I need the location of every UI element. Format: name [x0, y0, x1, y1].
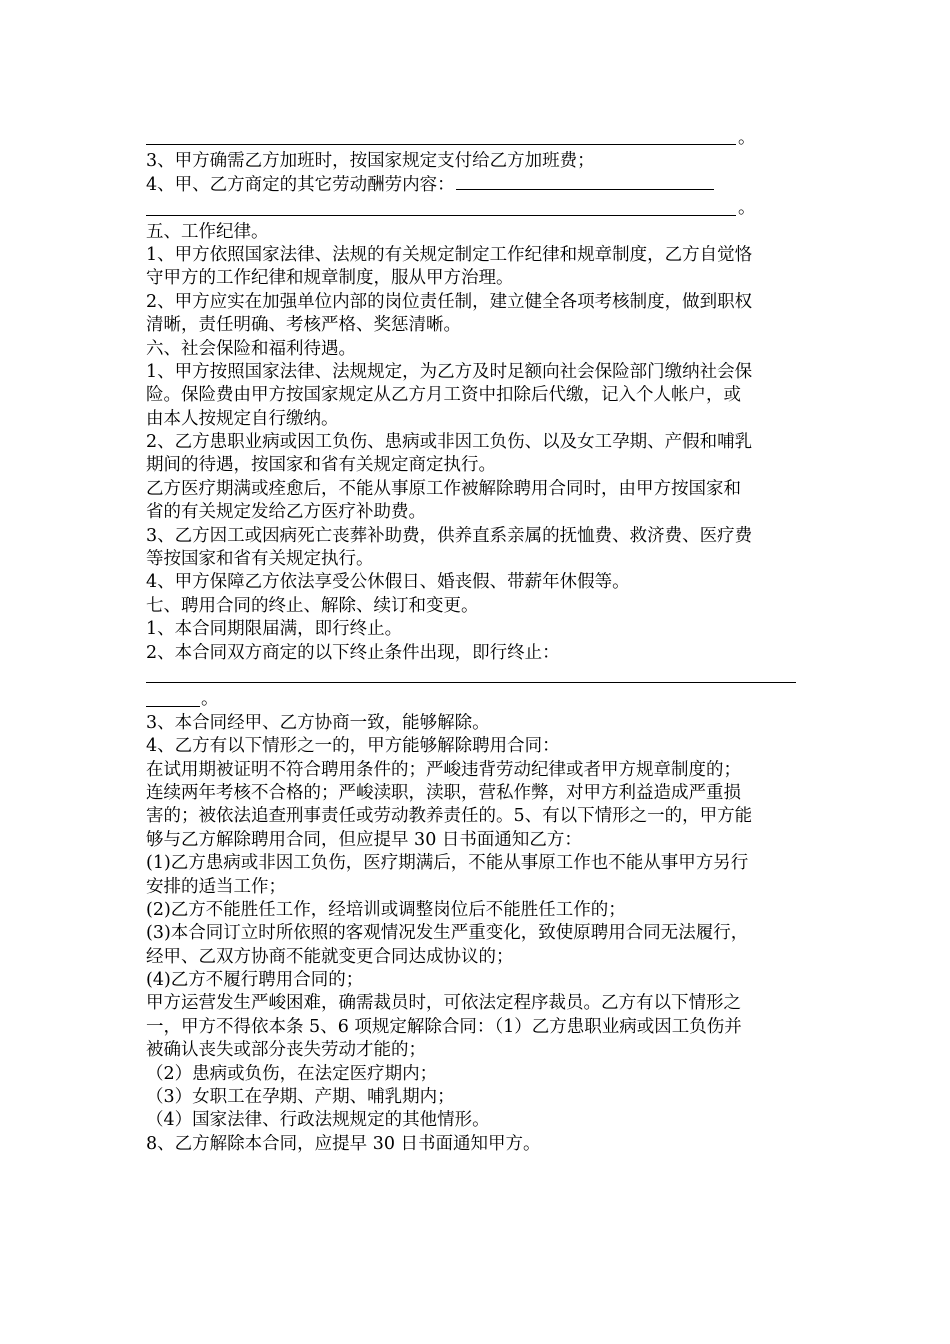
clause-line: 由本人按规定自行缴纳。 [146, 408, 339, 429]
clause-line: 2、乙方患职业病或因工负伤、患病或非因工负伤、以及女工孕期、产假和哺乳 [146, 432, 753, 453]
section-heading: 六、社会保险和福利待遇。 [146, 338, 356, 359]
clause-line: 险。保险费由甲方按国家规定从乙方月工资中扣除后代缴，记入个人帐户，或 [146, 385, 741, 406]
clause-line: 甲方运营发生严峻困难，确需裁员时，可依法定程序裁员。乙方有以下情形之 [146, 993, 741, 1014]
clause-line: (1)乙方患病或非因工负伤，医疗期满后，不能从事原工作也不能从事甲方另行 [146, 853, 749, 874]
clause-line: 乙方医疗期满或痊愈后，不能从事原工作被解除聘用合同时，由甲方按国家和 [146, 478, 741, 499]
period-mark: 。 [738, 127, 756, 148]
section-heading: 五、工作纪律。 [146, 221, 269, 242]
blank-fill-line [146, 665, 806, 688]
underline-blank [456, 188, 714, 190]
clause-line: 经甲、乙双方协商不能就变更合同达成协议的； [146, 946, 514, 967]
underline-blank [146, 215, 736, 216]
period-mark: 。 [201, 689, 219, 710]
clause-line: (2)乙方不能胜任工作，经培训或调整岗位后不能胜任工作的； [146, 899, 626, 920]
clause-line: 守甲方的工作纪律和规章制度，服从甲方治理。 [146, 268, 514, 289]
underline-blank [146, 682, 796, 683]
clause-line: 在试用期被证明不符合聘用条件的；严峻违背劳动纪律或者甲方规章制度的； [146, 759, 741, 780]
blank-fill-line [146, 197, 806, 220]
clause-line: 期间的待遇，按国家和省有关规定商定执行。 [146, 455, 496, 476]
clause-line: 一，甲方不得依本条 5、6 项规定解除合同：（1）乙方患职业病或因工负伤并 [146, 1016, 742, 1037]
clause-line: (4)乙方不履行聘用合同的； [146, 970, 364, 991]
document-page [146, 127, 806, 1156]
section-heading: 七、聘用合同的终止、解除、续订和变更。 [146, 595, 479, 616]
clause-line: 被确认丧失或部分丧失劳动才能的； [146, 1040, 426, 1061]
clause-text: 4、甲、乙方商定的其它劳动酬劳内容： [146, 174, 455, 195]
clause-line: 2、甲方应实在加强单位内部的岗位责任制，建立健全各项考核制度，做到职权 [146, 291, 753, 312]
underline-blank [146, 706, 200, 707]
underline-blank [146, 144, 736, 145]
clause-line: 4、甲方保障乙方依法享受公休假日、婚丧假、带薪年休假等。 [146, 572, 630, 593]
clause-line: （3）女职工在孕期、产期、哺乳期内； [146, 1087, 455, 1108]
clause-line: 4、乙方有以下情形之一的，甲方能够解除聘用合同： [146, 736, 560, 757]
clause-line: 3、本合同经甲、乙方协商一致，能够解除。 [146, 712, 490, 733]
clause-line: 连续两年考核不合格的；严峻渎职，渎职，营私作弊，对甲方利益造成严重损 [146, 782, 741, 803]
clause-line: 1、本合同期限届满，即行终止。 [146, 619, 403, 640]
clause-line: 清晰，责任明确、考核严格、奖惩清晰。 [146, 315, 461, 336]
clause-line: 省的有关规定发给乙方医疗补助费。 [146, 502, 426, 523]
clause-line: 3、甲方确需乙方加班时，按国家规定支付给乙方加班费； [146, 151, 595, 172]
clause-line: 1、甲方按照国家法律、法规规定，为乙方及时足额向社会保险部门缴纳社会保 [146, 361, 753, 382]
clause-line: 等按国家和省有关规定执行。 [146, 549, 374, 570]
clause-line: （4）国家法律、行政法规规定的其他情形。 [146, 1110, 490, 1131]
clause-line: 1、甲方依照国家法律、法规的有关规定制定工作纪律和规章制度，乙方自觉恪 [146, 244, 753, 265]
clause-line: 害的；被依法追查刑事责任或劳动教养责任的。5、有以下情形之一的，甲方能 [146, 806, 753, 827]
period-mark: 。 [738, 198, 756, 219]
clause-line: 够与乙方解除聘用合同，但应提早 30 日书面通知乙方： [146, 829, 582, 850]
clause-line: 8、乙方解除本合同，应提早 30 日书面通知甲方。 [146, 1133, 541, 1154]
clause-line: 2、本合同双方商定的以下终止条件出现，即行终止： [146, 642, 560, 663]
clause-line: 3、乙方因工或因病死亡丧葬补助费，供养直系亲属的抚恤费、救济费、医疗费 [146, 525, 753, 546]
clause-line: （2）患病或负伤，在法定医疗期内； [146, 1063, 438, 1084]
blank-fill-line [146, 688, 806, 711]
clause-line: 安排的适当工作； [146, 876, 286, 897]
clause-line-with-blank [146, 174, 806, 197]
blank-fill-line [146, 127, 806, 150]
clause-line: (3)本合同订立时所依照的客观情况发生严重变化，致使原聘用合同无法履行， [146, 923, 749, 944]
